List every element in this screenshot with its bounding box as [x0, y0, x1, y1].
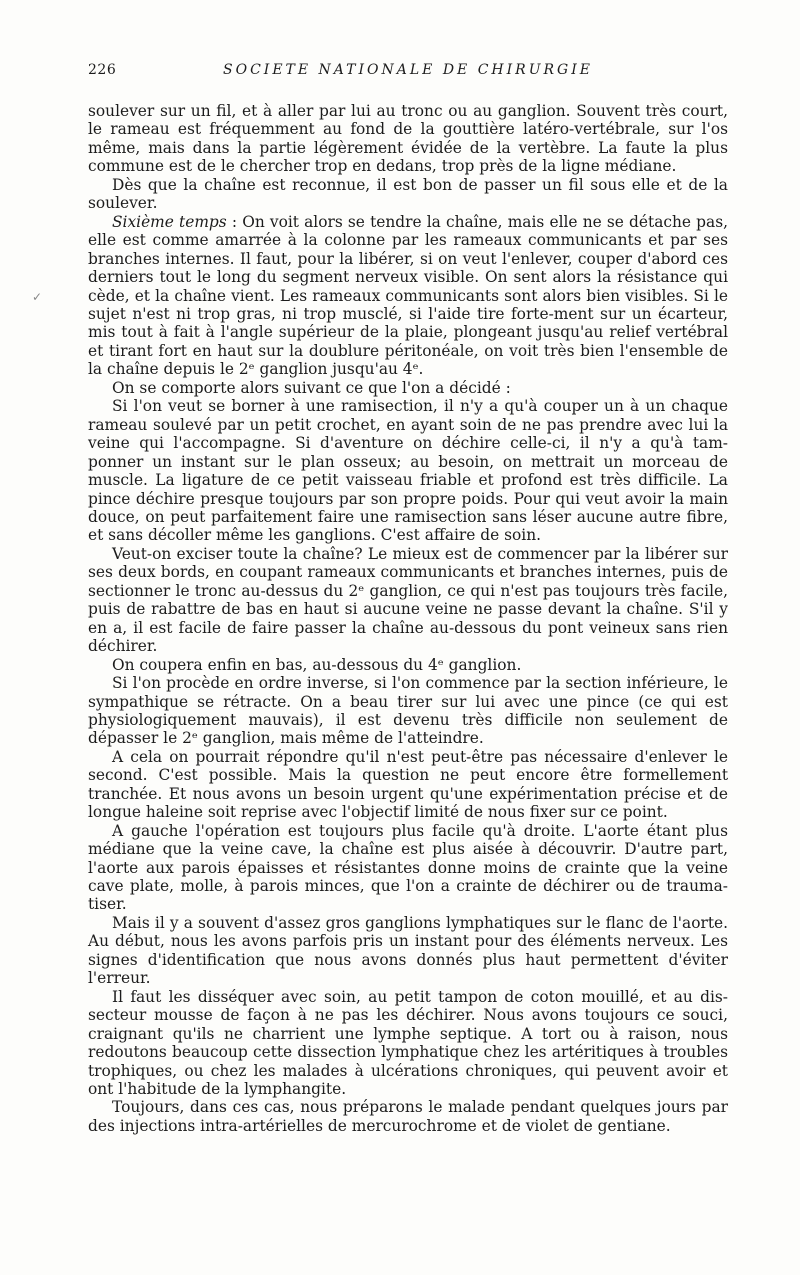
paragraph: Veut-on exciser toute la chaîne? Le mieux est de commencer par la libérer sur ses deux bords, en coupant rameaux communicants et branches internes, puis de sectionner le tronc au-dessus du 2ᵉ ganglion, ce qui n'est pas toujours très facile, puis de rabattre de bas en haut si aucune veine ne passe devant la chaîne. S'il y en a, il est facile de faire passer la chaîne au-dessous du pont veineux sans rien déchirer.	[88, 544, 728, 656]
paragraph: A cela on pourrait répondre qu'il n'est peut-être pas nécessaire d'enlever le second. C'est possible. Mais la question ne peut encore être formellement tranchée. Et nous avons un besoin urgent qu'une expérimentation précise et de longue haleine soit reprise avec l'objectif limité de nous fixer sur ce point.	[88, 747, 728, 822]
stray-mark: ✓	[32, 290, 43, 304]
paragraph: On coupera enfin en bas, au-dessous du 4ᵉ ganglion.	[112, 655, 522, 674]
paragraph: A gauche l'opération est toujours plus facile qu'à droite. L'aorte étant plus médiane que la veine cave, la chaîne est plus aisée à découvrir. D'autre part, l'aorte aux parois épaisses et résistantes donne moins de crainte que la veine cave plate, molle, à parois minces, que l'on a crainte de déchirer ou de trauma-tiser.	[88, 821, 728, 914]
page-number: 226	[88, 62, 117, 78]
paragraph: Sixième temps : On voit alors se tendre la chaîne, mais elle ne se détache pas, elle est comme amarrée à la colonne par les rameaux communicants et par ses branches internes. Il faut, pour la libérer, si on veut l'enlever, couper d'abord ces derniers tout le long du segment nerveux visible. On sent alors la résistance qui cède, et la chaîne vient. Les rameaux communicants sont alors bien visibles. Si le sujet n'est ni trop gras, ni trop musclé, si l'aide tire forte-ment sur un écarteur, mis tout à fait à l'angle supérieur de la plaie, plongeant jusqu'au relief vertébral et tirant fort en haut sur la doublure péritonéale, on voit très bien l'ensemble de la chaîne depuis le 2ᵉ ganglion jusqu'au 4ᵉ.	[88, 212, 728, 379]
paragraph: On se comporte alors suivant ce que l'on a décidé :	[112, 378, 511, 397]
paragraph: Si l'on veut se borner à une ramisection, il n'y a qu'à couper un à un chaque rameau soulevé par un petit crochet, en ayant soin de ne pas prendre avec lui la veine qui l'accompagne. Si d'aventure on déchire celle-ci, il n'y a qu'à tam-ponner un instant sur le plan osseux; au besoin, on mettrait un morceau de muscle. La ligature de ce petit vaisseau friable et profond est très difficile. La pince déchire presque toujours par son propre poids. Pour qui veut avoir la main douce, on peut parfaitement faire une ramisection sans léser aucune autre fibre, et sans décoller même les ganglions. C'est affaire de soin.	[88, 397, 728, 545]
paragraph-lead: Sixième temps	[112, 212, 227, 231]
paragraph: Dès que la chaîne est reconnue, il est bon de passer un fil sous elle et de la soulever.	[88, 175, 728, 213]
page-header	[88, 62, 728, 84]
body-text	[88, 102, 728, 1135]
paragraph: soulever sur un fil, et à aller par lui au tronc ou au ganglion. Souvent très court, le rameau est fréquemment au fond de la gouttière latéro-vertébrale, sur l'os même, mais dans la partie légèrement évidée de la vertèbre. La faute la plus commune est de le chercher trop en dedans, trop près de la ligne médiane.	[88, 102, 728, 176]
paragraph: Il faut les disséquer avec soin, au petit tampon de coton mouillé, et au dis-secteur mousse de façon à ne pas les déchirer. Nous avons toujours ce souci, craignant qu'ils ne charrient une lymphe septique. A tort ou à raison, nous redoutons beaucoup cette dissection lymphatique chez les artéritiques à troubles trophiques, ou chez les malades à ulcérations chroniques, qui peuvent avoir et ont l'habitude de la lymphangite.	[88, 987, 728, 1099]
paragraph: Toujours, dans ces cas, nous préparons le malade pendant quelques jours par des injections intra-artérielles de mercurochrome et de violet de gentiane.	[88, 1098, 728, 1135]
paragraph: Si l'on procède en ordre inverse, si l'on commence par la section inférieure, le sympathique se rétracte. On a beau tirer sur lui avec une pince (ce qui est physiologiquement mauvais), il est devenu très difficile non seulement de dépasser le 2ᵉ ganglion, mais même de l'atteindre.	[88, 674, 728, 748]
paragraph: Mais il y a souvent d'assez gros ganglions lymphatiques sur le flanc de l'aorte. Au début, nous les avons parfois pris un instant pour des éléments nerveux. Les signes d'identification que nous avons donnés plus haut permettent d'éviter l'erreur.	[88, 913, 728, 988]
running-head: SOCIETE NATIONALE DE CHIRURGIE	[223, 62, 593, 78]
